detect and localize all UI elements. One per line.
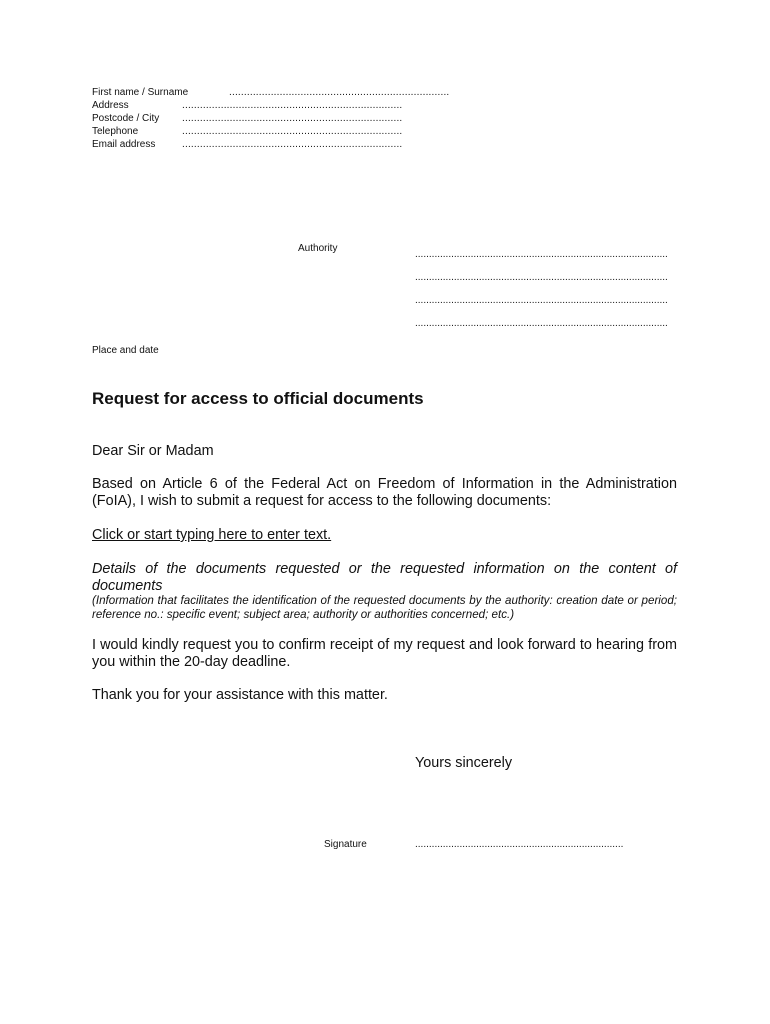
address-label: Address [92, 100, 129, 111]
authority-line[interactable]: ........................................................................................... [415, 272, 668, 283]
signature-label: Signature [324, 839, 367, 850]
salutation: Dear Sir or Madam [92, 443, 214, 459]
signature-field[interactable]: ........................................................................... [415, 839, 624, 850]
letter-heading: Request for access to official documents [92, 389, 424, 408]
email-label: Email address [92, 139, 156, 150]
postcode-label: Postcode / City [92, 113, 160, 124]
address-field[interactable]: .......................................................................... [182, 100, 403, 111]
request-paragraph: Based on Article 6 of the Federal Act on Freedom of Information in the Administration (FoIA), I wish to submit a request for access to the following documents: [92, 476, 677, 509]
postcode-field[interactable]: .......................................................................... [182, 113, 403, 124]
place-date-label: Place and date [92, 345, 159, 356]
thanks-paragraph: Thank you for your assistance with this matter. [92, 687, 388, 703]
authority-label: Authority [298, 243, 338, 254]
authority-line[interactable]: ........................................................................................... [415, 249, 668, 260]
first-name-field[interactable]: .......................................................................... [229, 87, 450, 98]
details-title: Details of the documents requested or the requested information on the content of documents [92, 561, 677, 594]
authority-line[interactable]: ........................................................................................... [415, 318, 668, 329]
authority-address-block [415, 243, 668, 335]
email-field[interactable]: .......................................................................... [182, 139, 403, 150]
telephone-label: Telephone [92, 126, 139, 137]
authority-line[interactable]: ........................................................................................... [415, 295, 668, 306]
first-name-label: First name / Surname [92, 87, 189, 98]
text-entry-placeholder[interactable]: Click or start typing here to enter text. [92, 527, 332, 543]
telephone-field[interactable]: .......................................................................... [182, 126, 403, 137]
details-note: (Information that facilitates the identification of the requested documents by the authority: creation date or period; reference no.: specific event; subject area; authority or authorities concerned; etc.) [92, 594, 677, 621]
confirmation-paragraph: I would kindly request you to confirm receipt of my request and look forward to hearing from you within the 20-day deadline. [92, 637, 677, 670]
closing-line: Yours sincerely [415, 755, 513, 771]
